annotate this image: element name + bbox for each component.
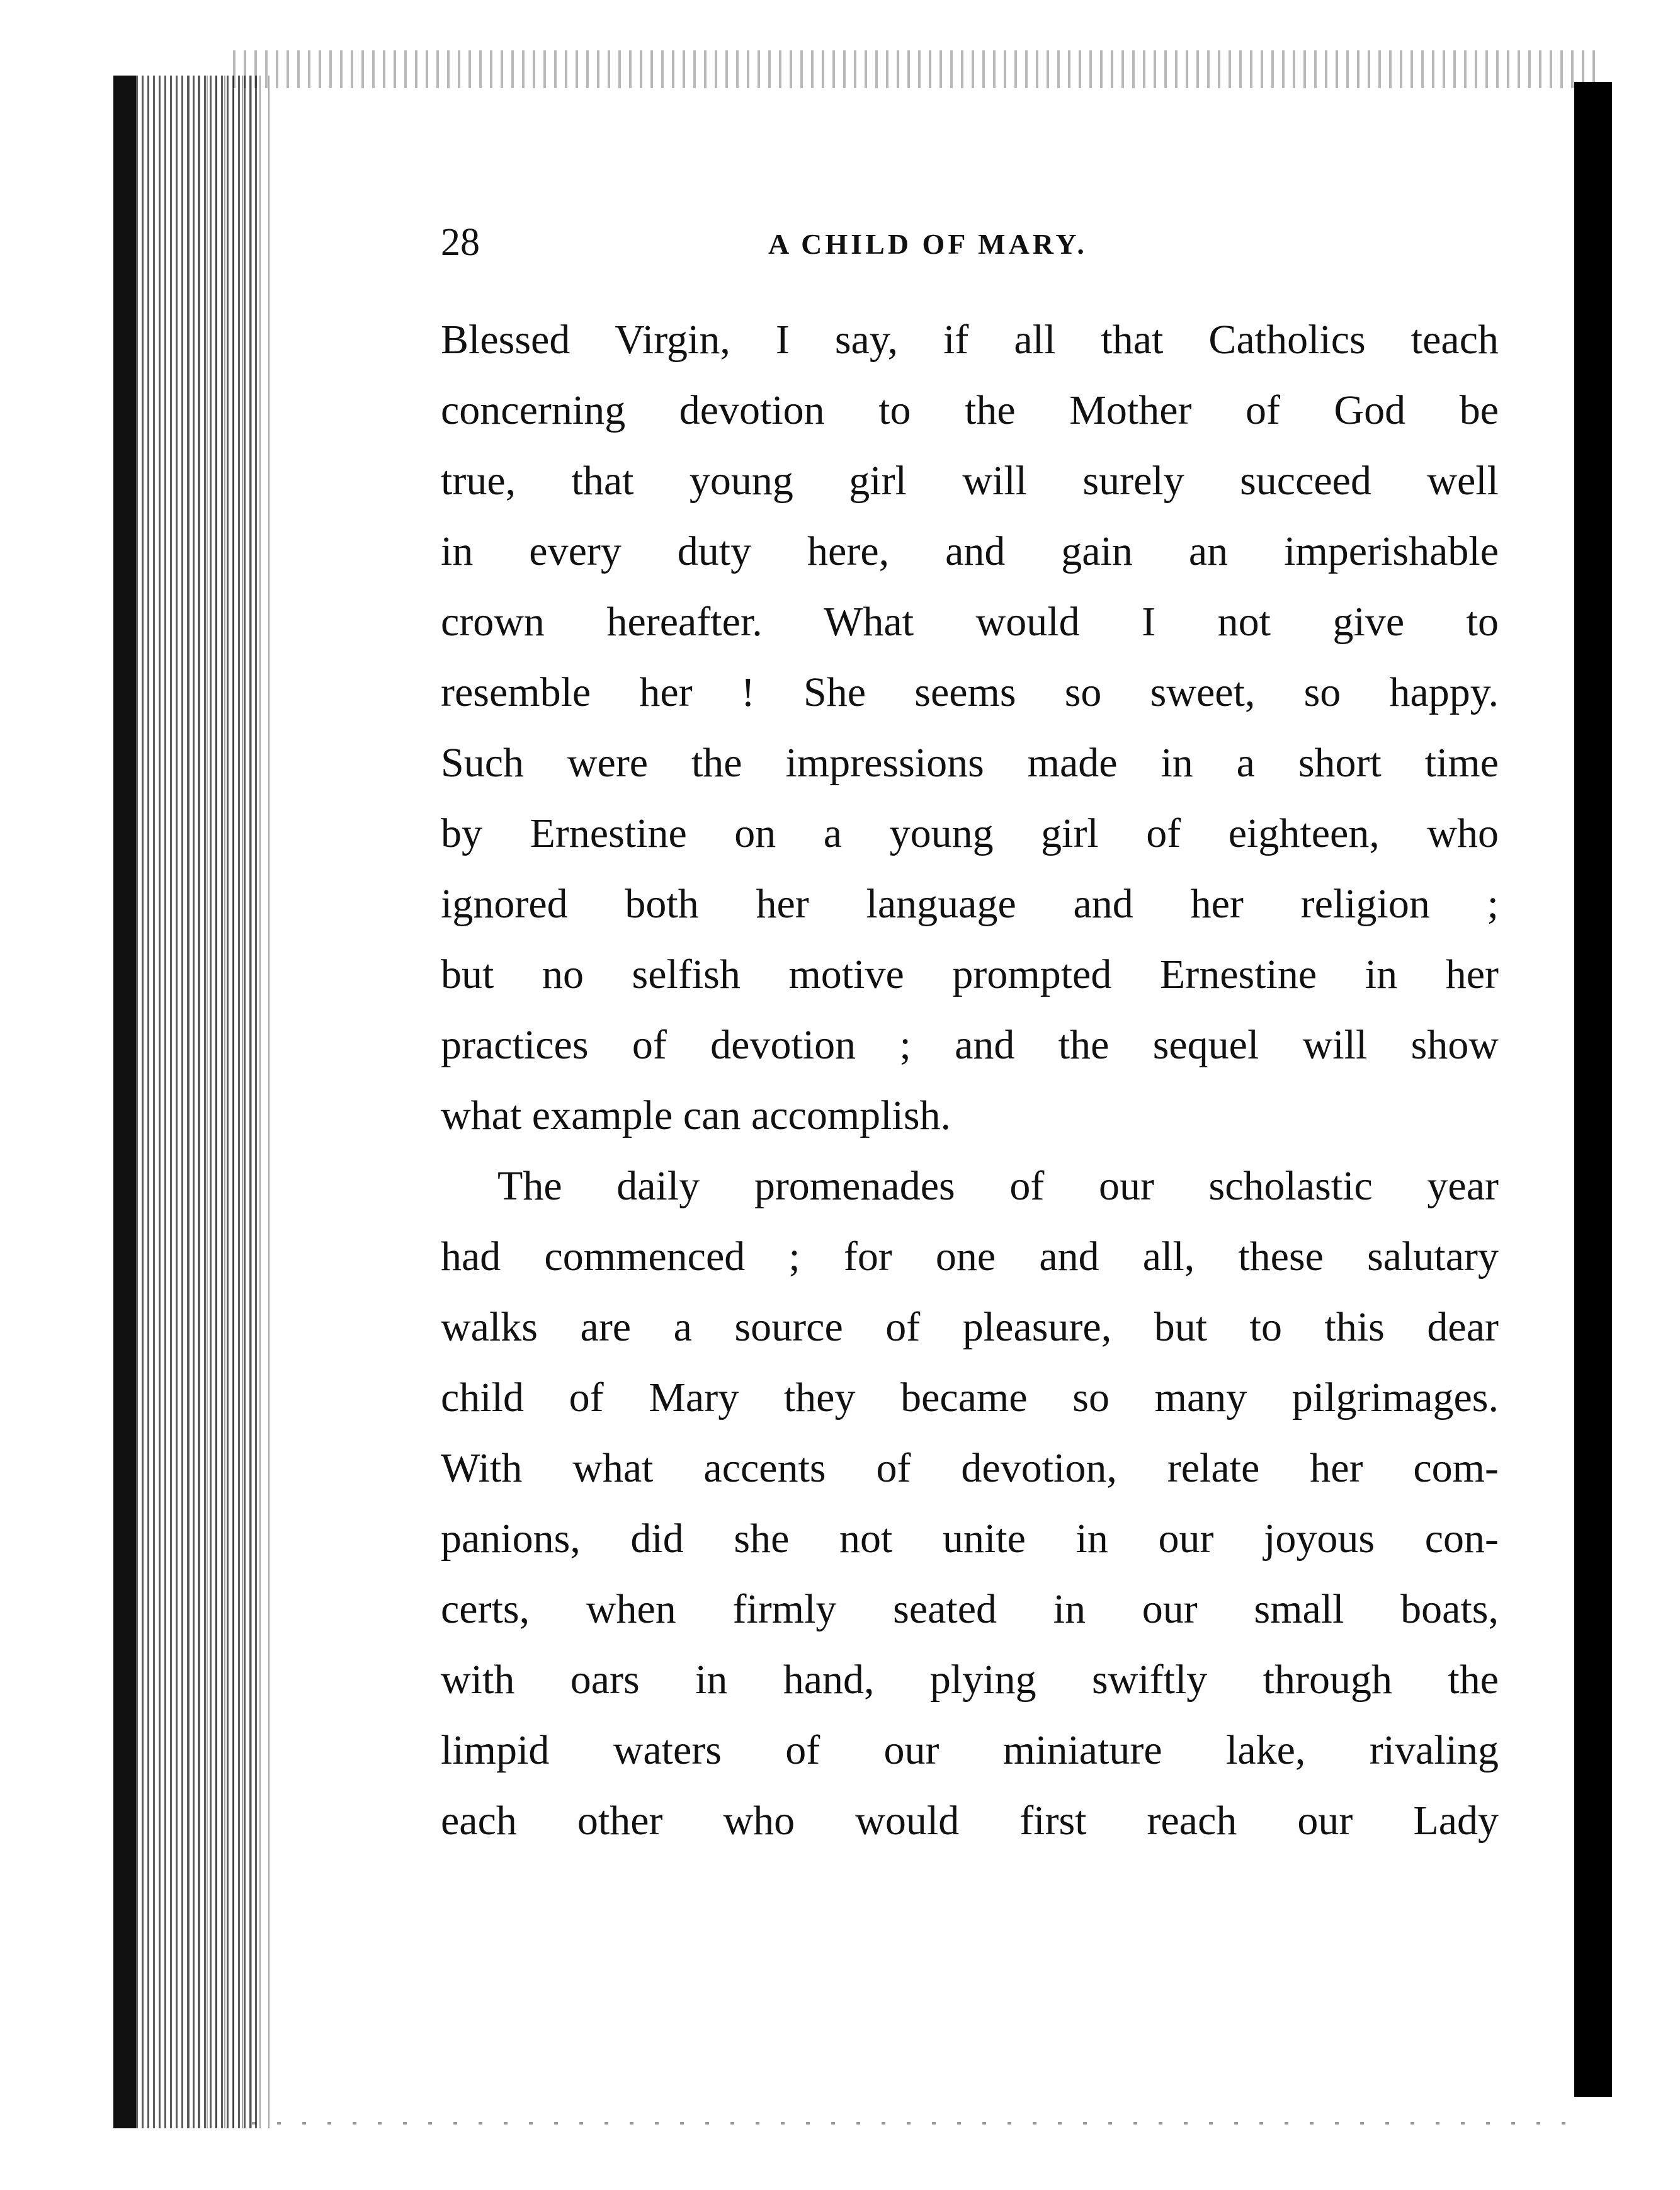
text-line: The daily promenades of our scholastic year: [497, 1163, 1499, 1209]
text-line: certs, when firmly seated in our small boats,: [441, 1586, 1499, 1632]
binding-shadow: [113, 76, 136, 2128]
text-line: each other who would first reach our Lady: [441, 1798, 1499, 1844]
text-line: true, that young girl will surely succeed well: [441, 458, 1499, 504]
text-line: with oars in hand, plying swiftly through the: [441, 1657, 1499, 1703]
text-line: practices of devotion ; and the sequel will show: [441, 1022, 1499, 1068]
binding-lines: [189, 76, 271, 2128]
paragraph-2: [441, 1151, 1499, 1856]
text-line: Such were the impressions made in a short time: [441, 740, 1499, 786]
text-line: Blessed Virgin, I say, if all that Catholics teach: [441, 317, 1499, 363]
page-right-edge-shadow: [1574, 82, 1612, 2097]
paragraph-1: [441, 305, 1499, 1151]
text-line: concerning devotion to the Mother of God be: [441, 387, 1499, 433]
text-line: ignored both her language and her religion ;: [441, 881, 1499, 927]
text-line: in every duty here, and gain an imperishable: [441, 528, 1499, 574]
text-line: crown hereafter. What would I not give to: [441, 599, 1499, 645]
text-line: resemble her ! She seems so sweet, so happy.: [441, 669, 1499, 715]
text-line: had commenced ; for one and all, these salutary: [441, 1234, 1499, 1279]
bottom-edge-speckle: [252, 2122, 1574, 2125]
text-line: child of Mary they became so many pilgrimages.: [441, 1375, 1499, 1421]
text-line: but no selfish motive prompted Ernestine in her: [441, 951, 1499, 997]
page-number: 28: [441, 221, 480, 264]
top-edge-speckle: [233, 50, 1599, 88]
text-line: panions, did she not unite in our joyous con-: [441, 1516, 1499, 1562]
text-line: what example can accomplish.: [441, 1092, 951, 1138]
body-text: [441, 305, 1499, 1856]
text-line: walks are a source of pleasure, but to this dear: [441, 1304, 1499, 1350]
text-line: With what accents of devotion, relate her com-: [441, 1445, 1499, 1491]
text-line: by Ernestine on a young girl of eighteen, who: [441, 810, 1499, 856]
page-header: [441, 217, 1499, 268]
text-line: limpid waters of our miniature lake, rivaling: [441, 1727, 1499, 1773]
running-head: A CHILD OF MARY.: [768, 228, 1087, 260]
